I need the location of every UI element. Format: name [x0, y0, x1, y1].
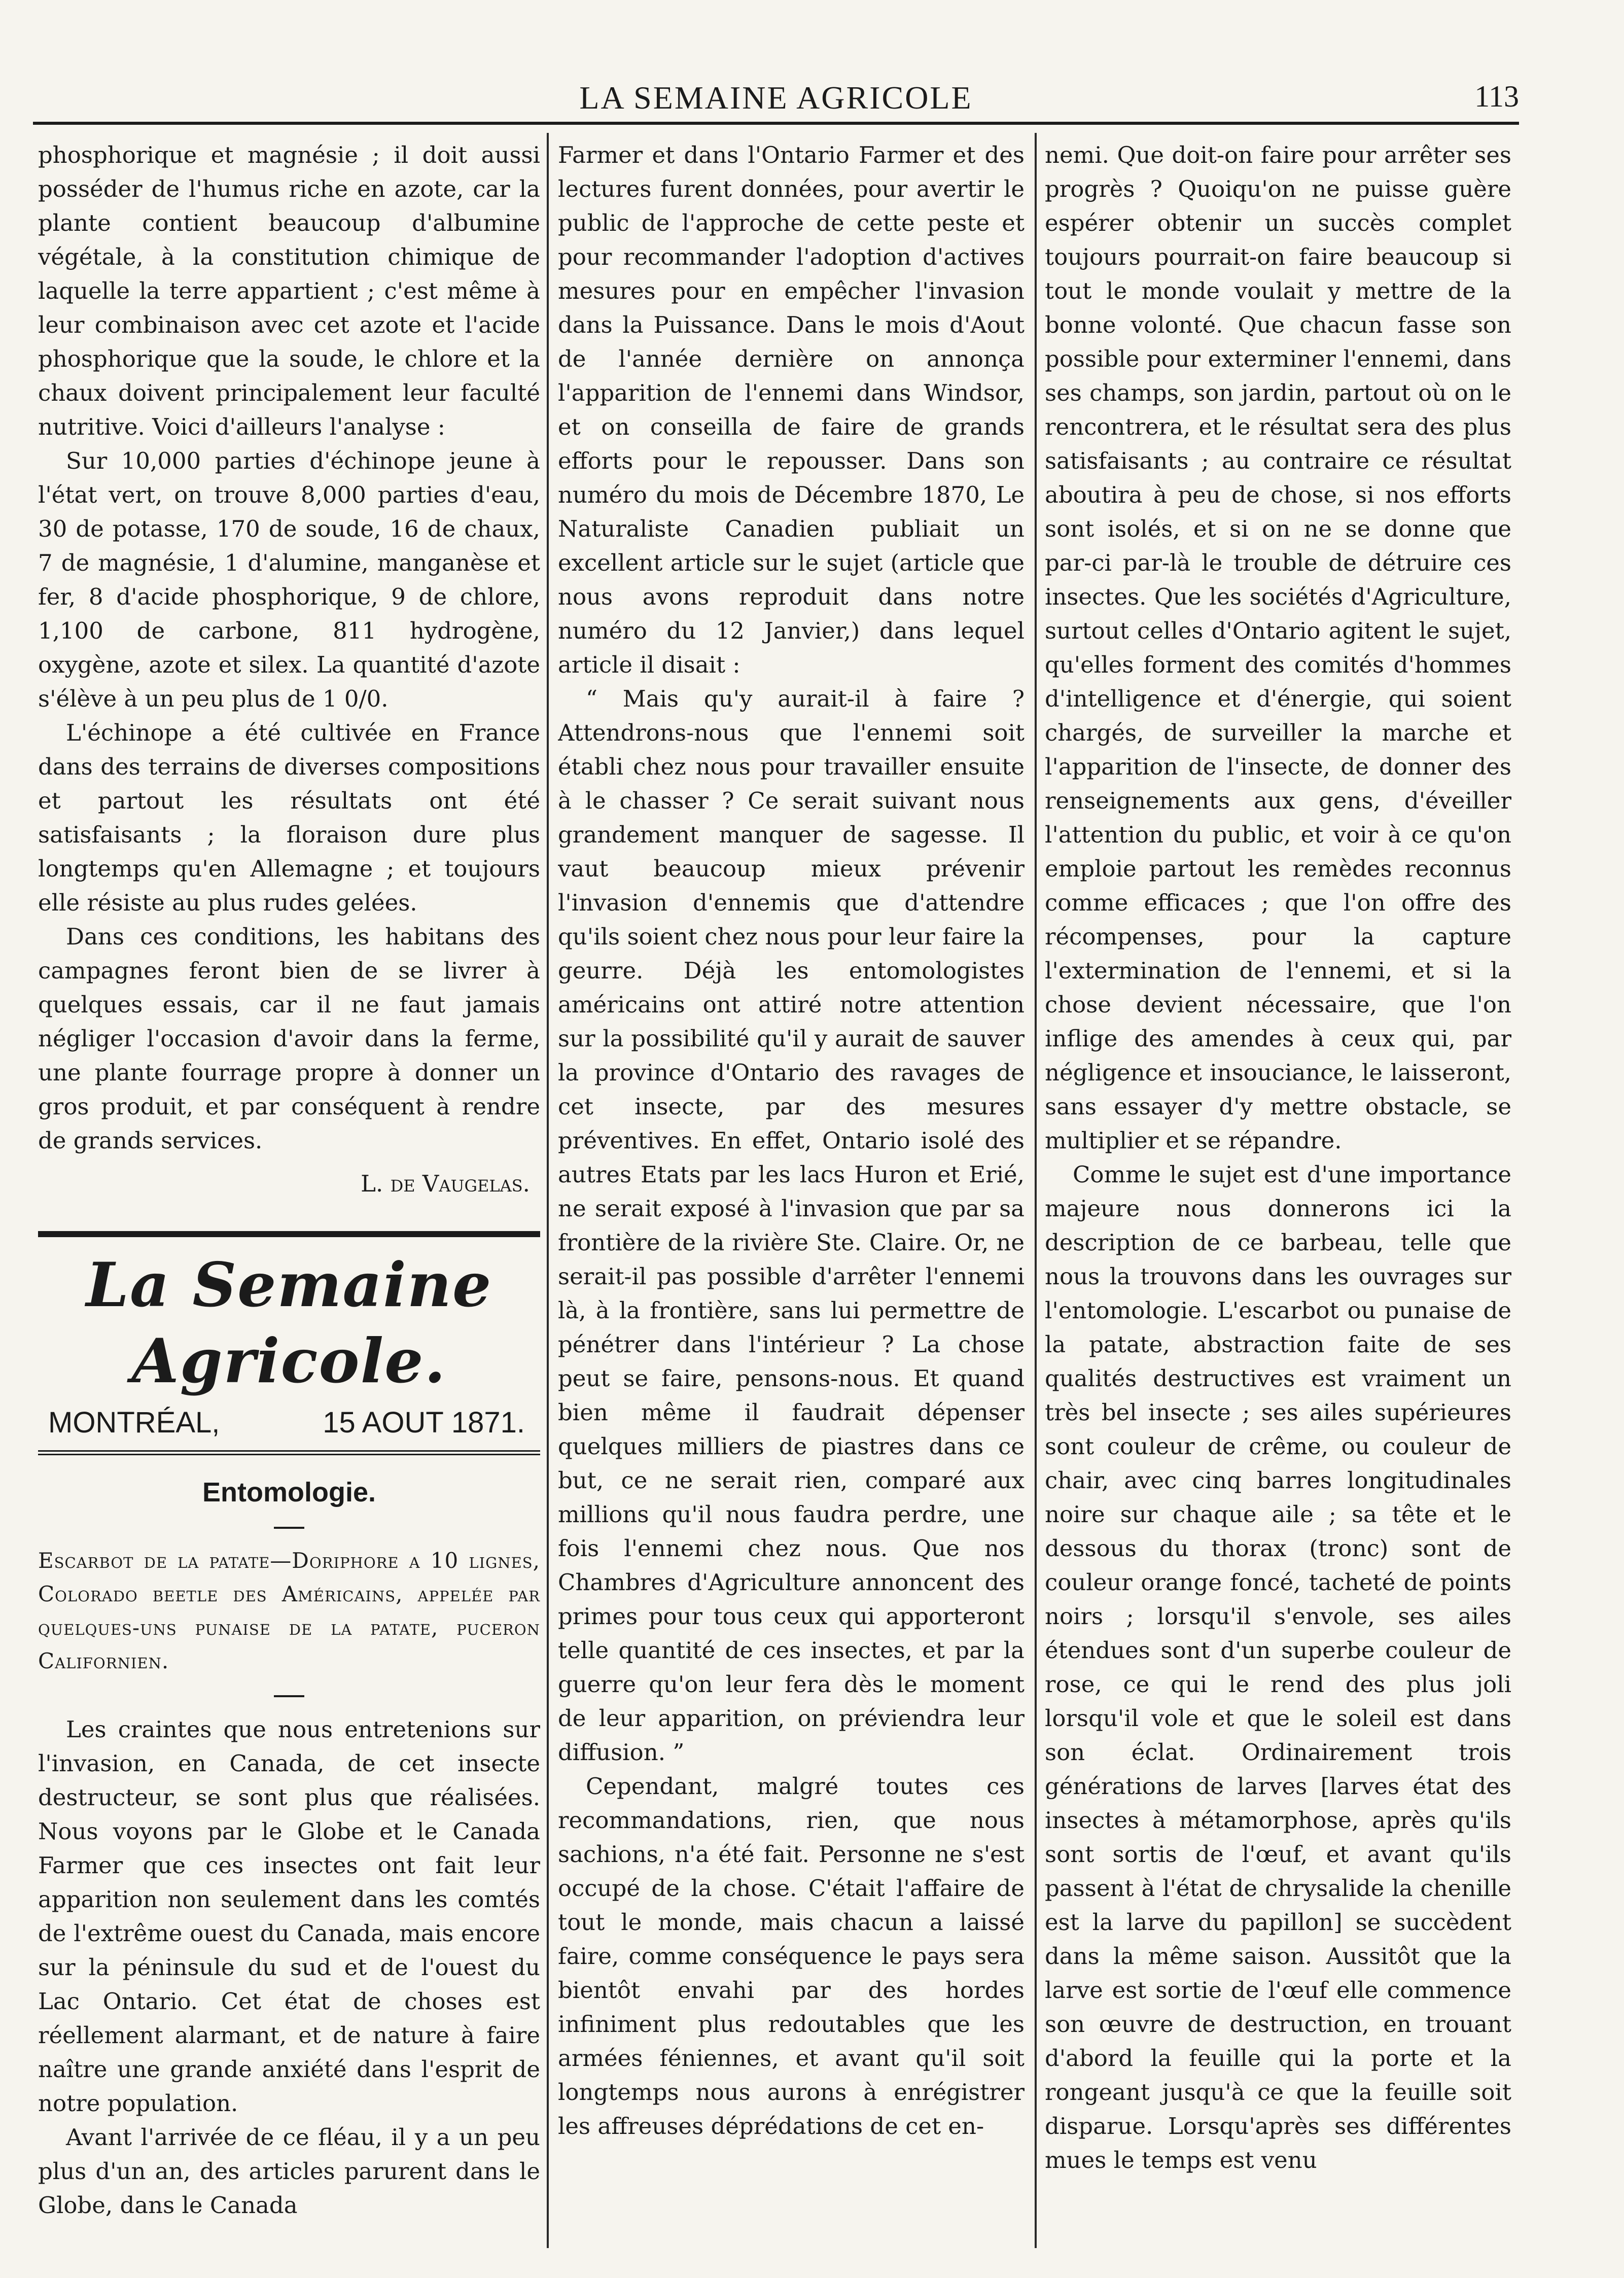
masthead-block [38, 1231, 540, 1455]
column-3 [1045, 138, 1511, 2248]
paragraph: Farmer et dans l'Ontario Farmer et des lectures furent données, pour avertir le public de l'approche de cette peste et pour recommander l'adoption d'actives mesures pour en empêcher l'invasion dans la Puissance. Dans le mois d'Aout de l'année dernière on annonça l'apparition de l'ennemi dans Windsor, et on conseilla de faire de grands efforts pour le repousser. Dans son numéro du mois de Décembre 1870, Le Naturaliste Canadien publiait un excellent article sur le sujet (article que nous avons reproduit dans notre numéro du 12 Janvier,) dans lequel article il disait : [558, 142, 1025, 678]
column-1 [38, 138, 540, 2248]
column-rule [547, 133, 549, 2248]
paragraph: L'échinope a été cultivée en France dans des terrains de diverses compositions et partout les résultats ont été satisfaisants ; la floraison dure plus longtemps qu'en Allemagne ; et toujours elle résiste au plus rudes gelées. [38, 719, 540, 916]
paragraph: Les craintes que nous entretenions sur l'invasion, en Canada, de cet insecte destructeur, se sont plus que réalisées. Nous voyons par le Globe et le Canada Farmer que ces insectes ont fait leur apparition non seulement dans les comtés de l'extrême ouest du Canada, mais encore sur la péninsule du sud et de l'ouest du Lac Ontario. Cet état de choses est réellement alarmant, et de nature à faire naître une grande anxiété dans l'esprit de notre population. [38, 1716, 540, 2117]
dateline [38, 1399, 540, 1455]
masthead-title: La Semaine Agricole. [86, 1249, 492, 1397]
column-rule [1035, 133, 1037, 2248]
paragraph: nemi. Que doit-on faire pour arrêter ses progrès ? Quoiqu'on ne puisse guère espérer obtenir un succès complet toujours pourrait-on faire beaucoup si tout le monde voulait y mettre de la bonne volonté. Que chacun fasse son possible pour exterminer l'ennemi, dans ses champs, son jardin, partout où on le rencontrera, et le résultat sera des plus satisfaisants ; au contraire ce résultat aboutira à peu de chose, si nos efforts sont isolés, et si on ne se donne que par-ci par-là le trouble de détruire ces insectes. Que les sociétés d'Agriculture, surtout celles d'Ontario agitent le sujet, qu'elles forment des comités d'hommes d'intelligence et d'énergie, qui soient chargés, de surveiller la marche et l'apparition de l'insecte, de donner des renseignements aux gens, d'éveiller l'attention du public, et voir à ce qu'on emploie partout les remèdes reconnus comme efficaces ; que l'on offre des récompenses, pour la capture l'extermination de l'ennemi, et si la chose devient nécessaire, que l'on inflige des amendes à ceux qui, par négligence et insouciance, le laisseront, sans essayer d'y mettre obstacle, se multiplier et se répandre. [1045, 142, 1511, 1154]
dateline-date: 15 AOUT 1871. [323, 1406, 525, 1439]
dateline-place: MONTRÉAL, [48, 1406, 220, 1439]
block-quote: “ Mais qu'y aurait-il à faire ? Attendrons-nous que l'ennemi soit établi chez nous pour travailler ensuite à le chasser ? Ce serait suivant nous grandement manquer de sagesse. Il vaut beaucoup mieux prévenir l'invasion d'ennemis que d'attendre qu'ils soient chez nous pour leur faire la geurre. Déjà les entomologistes américains ont attiré notre attention sur la possibilité qu'il y aurait de sauver la province d'Ontario des ravages de cet insecte, par des mesures préventives. En effet, Ontario isolé des autres Etats par les lacs Huron et Erié, ne serait exposé à l'invasion que par sa frontière de la rivière Ste. Claire. Or, ne serait-il pas possible d'arrêter l'ennemi là, à la frontière, sans lui permettre de pénétrer dans l'intérieur ? La chose peut se faire, pensons-nous. Et quand bien même il faudrait dépenser quelques milliers de piastres dans ce but, ce ne serait rien, comparé aux millions qu'il nous faudra perdre, une fois l'ennemi chez nous. Que nos Chambres d'Agriculture annoncent des primes pour tous ceux qui apporteront telle quantité de ces insectes, et par la guerre qu'on leur fera dès le moment de leur apparition, on préviendra leur diffusion. ” [558, 685, 1025, 1766]
paragraph: Cependant, malgré toutes ces recommandations, rien, que nous sachions, n'a été fait. Personne ne s'est occupé de la chose. C'était l'affaire de tout le monde, mais chacun a laissé faire, comme conséquence le pays sera bientôt envahi par des hordes infiniment plus redoutables que les armées féniennes, et avant qu'il soit longtemps nous aurons à enrégistrer les affreuses déprédations de cet en- [558, 1773, 1025, 2140]
section-title: Entomologie. [202, 1477, 376, 1508]
column-2 [558, 138, 1025, 2248]
running-title: LA SEMAINE AGRICOLE [579, 80, 973, 116]
author-signature: L. de Vaugelas. [361, 1170, 530, 1197]
page-header [33, 71, 1519, 125]
paragraph: Dans ces conditions, les habitans des campagnes feront bien de se livrer à quelques essais, car il ne faut jamais négliger l'occasion d'avoir dans la ferme, une plante fourrage propre à donner un gros produit, et par conséquent à rendre de grands services. [38, 923, 540, 1154]
divider [274, 1527, 304, 1529]
paragraph: Comme le sujet est d'une importance majeure nous donnerons ici la description de ce barbeau, telle que nous la trouvons dans les ouvrages sur l'entomologie. L'escarbot ou punaise de la patate, abstraction faite de ses qualités destructives est vraiment un très bel insecte ; ses ailes supérieures sont couleur de crême, ou couleur de chair, avec cinq barres longitudinales noire sur chaque aile ; sa tête et le dessous du thorax (tronc) sont de couleur orange foncé, tacheté de points noirs ; lorsqu'il s'envole, ses ailes étendues sont d'un superbe couleur de rose, ce qui le rend des plus joli lorsqu'il vole et que le soleil est dans son éclat. Ordinairement trois générations de larves [larves état des insectes à métamorphose, après qu'ils sont sortis de l'œuf, et avant qu'ils passent à l'état de chrysalide la chenille est la larve du papillon] se succèdent dans la même saison. Aussitôt que la larve est sortie de l'œuf elle commence son œuvre de destruction, en trouant d'abord la feuille qui la porte et la rongeant jusqu'à ce que la feuille soit disparue. Lorsqu'après ses différentes mues le temps est venu [1045, 1161, 1511, 2174]
paragraph: phosphorique et magnésie ; il doit aussi posséder de l'humus riche en azote, car la plante contient beaucoup d'albumine végétale, à la constitution chimique de laquelle la terre appartient ; c'est même à leur combinaison avec cet azote et l'acide phosphorique que la soude, le chlore et la chaux doivent principalement leur faculté nutritive. Voici d'ailleurs l'analyse : [38, 142, 540, 440]
divider [274, 1695, 304, 1697]
page-number: 113 [1474, 80, 1519, 113]
paragraph: Avant l'arrivée de ce fléau, il y a un peu plus d'un an, des articles parurent dans le Globe, dans le Canada [38, 2124, 540, 2219]
paragraph: Sur 10,000 parties d'échinope jeune à l'état vert, on trouve 8,000 parties d'eau, 30 de potasse, 170 de soude, 16 de chaux, 7 de magnésie, 1 d'alumine, manganèse et fer, 8 d'acide phosphorique, 9 de chlore, 1,100 de carbone, 811 hydrogène, oxygène, azote et silex. La quantité d'azote s'élève à un peu plus de 1 0/0. [38, 447, 540, 712]
article-subheading: Escarbot de la patate—Doriphore a 10 lignes, Colorado beetle des Américains, appelée par quelques-uns punaise de la patate, puceron Californien. [38, 1548, 540, 1673]
